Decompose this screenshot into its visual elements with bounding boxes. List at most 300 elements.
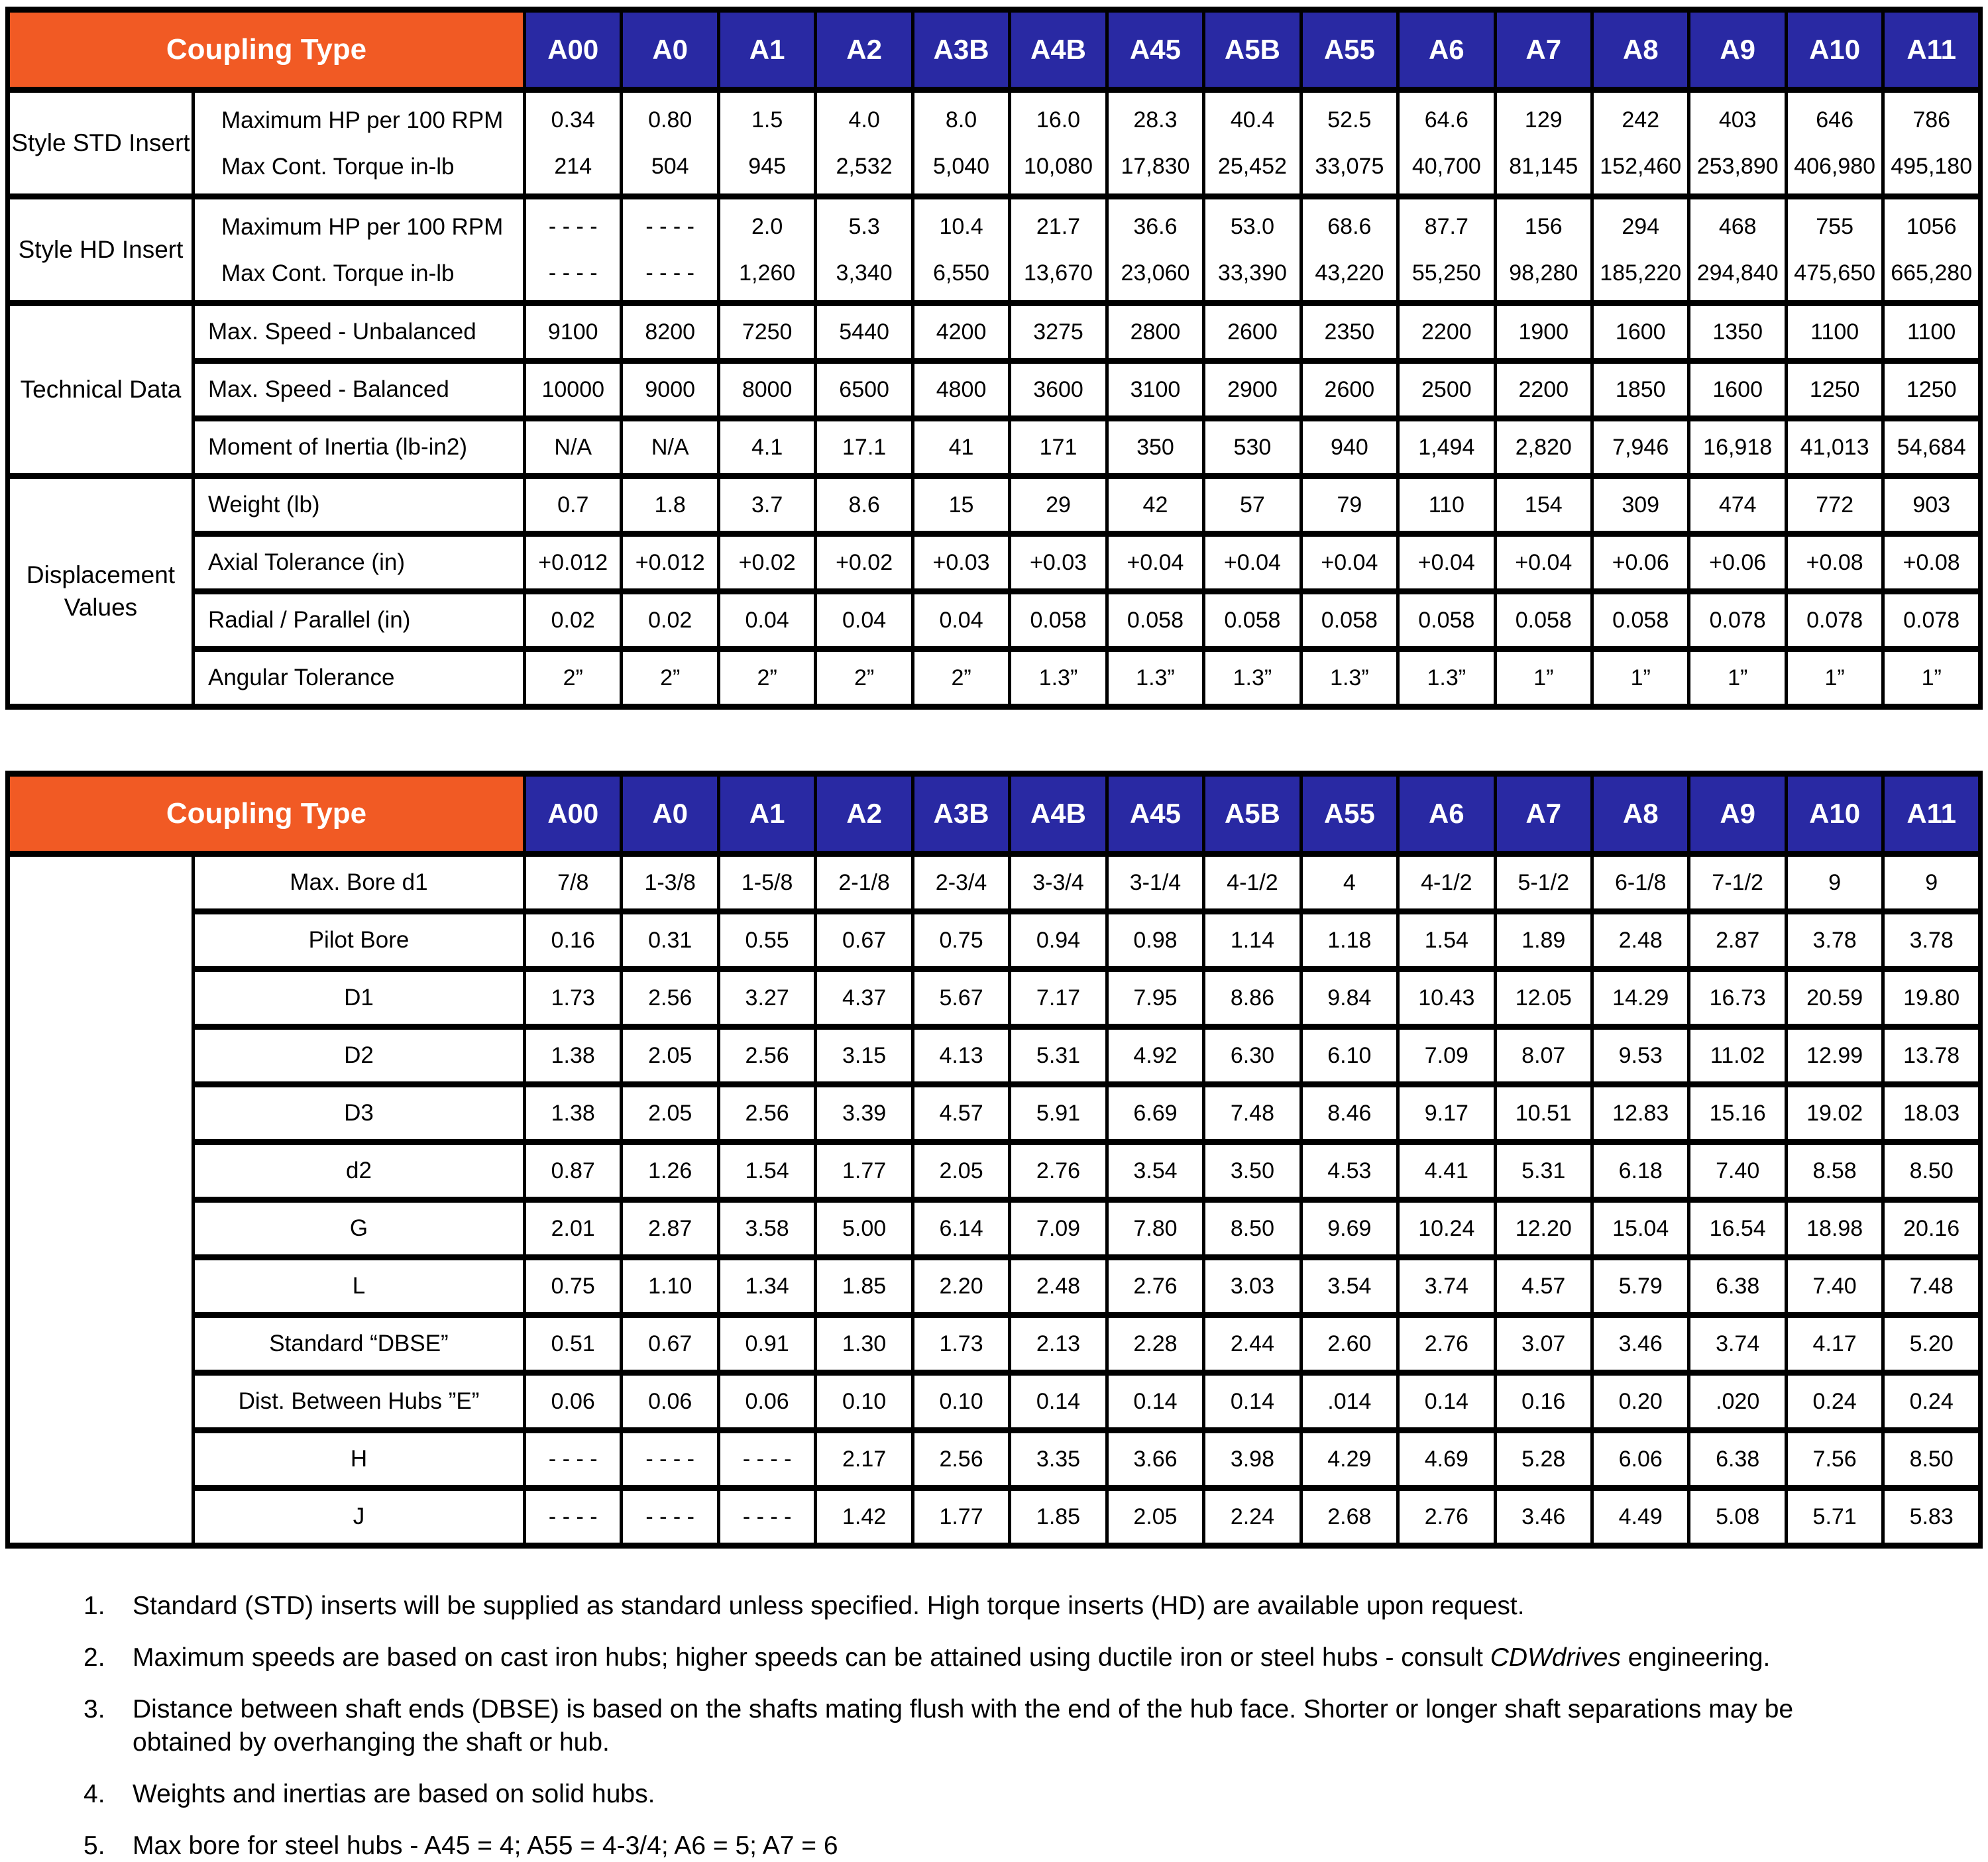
value-line: - - - -: [645, 260, 695, 286]
column-header-A0: A0: [622, 774, 718, 854]
table-row: [8, 912, 1981, 969]
value-cell: 2.05: [622, 1085, 718, 1142]
row-label: Dist. Between Hubs ”E”: [193, 1373, 525, 1431]
value-cell: 530: [1204, 419, 1301, 476]
footnote-text: Weights and inertias are based on solid hubs.: [133, 1779, 655, 1808]
row-label: D2: [193, 1027, 525, 1085]
value-lines: [1788, 97, 1881, 190]
value-cell: 20.59: [1786, 969, 1883, 1027]
value-line: 495,180: [1891, 154, 1973, 179]
value-cell: 110: [1398, 476, 1495, 534]
table-row: [8, 1258, 1981, 1315]
value-cell: [1301, 90, 1398, 197]
value-line: 23,060: [1121, 260, 1190, 286]
table-row: [8, 361, 1981, 419]
value-cell: 0.02: [525, 592, 622, 649]
value-cell: 2-3/4: [912, 854, 1009, 912]
value-cell: 57: [1204, 476, 1301, 534]
value-cell: 8.58: [1786, 1142, 1883, 1200]
footnote-number: 5.: [83, 1831, 105, 1860]
value-lines: [720, 203, 814, 296]
value-cell: 5.08: [1689, 1488, 1786, 1546]
value-cell: 1.73: [525, 969, 622, 1027]
column-header-A6: A6: [1398, 10, 1495, 90]
value-cell: 2.05: [912, 1142, 1009, 1200]
value-cell: 2.17: [816, 1431, 912, 1488]
footnote-text: Standard (STD) inserts will be supplied as standard unless specified. High torque inserts (HD) are available upon request.: [133, 1592, 1525, 1620]
footnote-text: Distance between shaft ends (DBSE) is based on the shafts mating flush with the end of the hub face. Shorter or longer shaft separations may be obtained by overhanging the shaft or hub.: [133, 1694, 1794, 1757]
value-cell: 5.20: [1883, 1315, 1981, 1373]
column-header-A00: A00: [525, 774, 622, 854]
value-cell: 1.77: [816, 1142, 912, 1200]
column-header-A2: A2: [816, 774, 912, 854]
value-line: 242: [1622, 107, 1660, 133]
value-line: 13,670: [1024, 260, 1093, 286]
row-label: D1: [193, 969, 525, 1027]
value-cell: 1,494: [1398, 419, 1495, 476]
value-cell: 2.48: [1010, 1258, 1107, 1315]
table-header: [8, 774, 1981, 854]
row-label: Angular Tolerance: [193, 649, 525, 707]
row-label-line: Max Cont. Torque in-lb: [221, 260, 455, 286]
column-header-A55: A55: [1301, 774, 1398, 854]
column-header-A8: A8: [1592, 774, 1689, 854]
value-cell: 7.09: [1398, 1027, 1495, 1085]
value-cell: 15: [912, 476, 1009, 534]
footnote-2: [83, 1641, 1983, 1674]
value-cell: 474: [1689, 476, 1786, 534]
value-cell: 2”: [816, 649, 912, 707]
group-label: Displacement Values: [8, 476, 193, 707]
value-line: 1056: [1906, 214, 1957, 239]
value-cell: 19.02: [1786, 1085, 1883, 1142]
value-cell: 1”: [1495, 649, 1592, 707]
value-lines: [1011, 97, 1105, 190]
column-header-A7: A7: [1495, 10, 1592, 90]
row-label-line: Maximum HP per 100 RPM: [221, 107, 504, 133]
value-cell: 0.91: [718, 1315, 815, 1373]
value-cell: 4.69: [1398, 1431, 1495, 1488]
value-cell: 0.98: [1107, 912, 1203, 969]
value-cell: [718, 90, 815, 197]
value-cell: 2.60: [1301, 1315, 1398, 1373]
column-header-A45: A45: [1107, 10, 1203, 90]
column-header-A6: A6: [1398, 774, 1495, 854]
value-cell: 2”: [718, 649, 815, 707]
value-line: 98,280: [1509, 260, 1578, 286]
value-cell: 6.69: [1107, 1085, 1203, 1142]
value-cell: 0.14: [1107, 1373, 1203, 1431]
value-cell: 3275: [1010, 303, 1107, 361]
value-cell: 6-1/8: [1592, 854, 1689, 912]
value-lines: [914, 97, 1008, 190]
value-line: 33,390: [1217, 260, 1287, 286]
value-cell: 3.03: [1204, 1258, 1301, 1315]
value-cell: 154: [1495, 476, 1592, 534]
value-cell: +0.02: [718, 534, 815, 592]
value-cell: [816, 197, 912, 303]
value-cell: 2.20: [912, 1258, 1009, 1315]
value-cell: 0.7: [525, 476, 622, 534]
value-cell: 18.98: [1786, 1200, 1883, 1258]
value-cell: 1.30: [816, 1315, 912, 1373]
value-line: 406,980: [1794, 154, 1876, 179]
value-cell: 3.58: [718, 1200, 815, 1258]
value-cell: 9: [1883, 854, 1981, 912]
value-line: 185,220: [1600, 260, 1682, 286]
value-cell: 1.38: [525, 1027, 622, 1085]
value-lines: [526, 97, 620, 190]
table-row: [8, 1488, 1981, 1546]
value-line: 10,080: [1024, 154, 1093, 179]
row-label-line: Max Cont. Torque in-lb: [221, 153, 455, 180]
row-label: G: [193, 1200, 525, 1258]
value-line: 786: [1912, 107, 1951, 133]
value-cell: 2600: [1301, 361, 1398, 419]
value-cell: 1.3”: [1398, 649, 1495, 707]
value-line: 646: [1816, 107, 1853, 133]
table-row: [8, 1027, 1981, 1085]
table-row: [8, 1200, 1981, 1258]
value-cell: 2.76: [1398, 1315, 1495, 1373]
value-cell: 1100: [1883, 303, 1981, 361]
value-cell: 4.29: [1301, 1431, 1398, 1488]
value-cell: 0.04: [816, 592, 912, 649]
value-cell: 2”: [525, 649, 622, 707]
value-cell: 3.98: [1204, 1431, 1301, 1488]
value-cell: 1600: [1592, 303, 1689, 361]
value-cell: +0.04: [1204, 534, 1301, 592]
value-cell: 3600: [1010, 361, 1107, 419]
table-row: [8, 1142, 1981, 1200]
value-lines: [1594, 203, 1687, 296]
value-cell: [525, 197, 622, 303]
value-cell: 2.01: [525, 1200, 622, 1258]
value-line: 64.6: [1424, 107, 1468, 133]
value-line: 5,040: [933, 154, 990, 179]
column-header-A11: A11: [1883, 10, 1981, 90]
row-label: D3: [193, 1085, 525, 1142]
value-line: 0.34: [551, 107, 595, 133]
value-cell: 7.48: [1204, 1085, 1301, 1142]
column-header-A7: A7: [1495, 774, 1592, 854]
value-cell: 7.95: [1107, 969, 1203, 1027]
value-cell: 10.43: [1398, 969, 1495, 1027]
value-line: 403: [1718, 107, 1757, 133]
value-lines: [1885, 97, 1978, 190]
value-lines: [623, 203, 716, 296]
value-cell: 5.28: [1495, 1431, 1592, 1488]
value-cell: 2.76: [1107, 1258, 1203, 1315]
value-line: 129: [1524, 107, 1563, 133]
value-cell: [1786, 90, 1883, 197]
value-cell: [1398, 197, 1495, 303]
column-header-A9: A9: [1689, 10, 1786, 90]
table-row: [8, 969, 1981, 1027]
value-cell: 15.16: [1689, 1085, 1786, 1142]
footnote-number: 1.: [83, 1592, 105, 1620]
footnote-number: 2.: [83, 1643, 105, 1672]
value-cell: .014: [1301, 1373, 1398, 1431]
footnote-1: [83, 1590, 1983, 1623]
value-cell: 41,013: [1786, 419, 1883, 476]
footnote-3: [83, 1693, 1983, 1759]
value-cell: [622, 197, 718, 303]
value-cell: 1.54: [1398, 912, 1495, 969]
column-header-A10: A10: [1786, 774, 1883, 854]
value-cell: 16,918: [1689, 419, 1786, 476]
value-cell: 0.058: [1204, 592, 1301, 649]
value-cell: 10000: [525, 361, 622, 419]
value-line: 28.3: [1133, 107, 1178, 133]
table-row: [8, 90, 1981, 197]
value-line: 36.6: [1133, 214, 1178, 239]
value-cell: [1592, 197, 1689, 303]
value-cell: 4.53: [1301, 1142, 1398, 1200]
column-header-A00: A00: [525, 10, 622, 90]
value-cell: 0.058: [1107, 592, 1203, 649]
column-header-A4B: A4B: [1010, 10, 1107, 90]
value-line: 53.0: [1230, 214, 1274, 239]
value-lines: [1885, 203, 1978, 296]
row-label: L: [193, 1258, 525, 1315]
value-cell: [912, 90, 1009, 197]
value-cell: 12.99: [1786, 1027, 1883, 1085]
value-line: 21.7: [1036, 214, 1081, 239]
column-header-A3B: A3B: [912, 774, 1009, 854]
value-cell: 0.14: [1204, 1373, 1301, 1431]
value-cell: 12.20: [1495, 1200, 1592, 1258]
value-line: 665,280: [1891, 260, 1973, 286]
value-lines: [1205, 97, 1299, 190]
value-cell: 1.8: [622, 476, 718, 534]
value-cell: 3.15: [816, 1027, 912, 1085]
value-cell: 1.3”: [1301, 649, 1398, 707]
value-lines: [817, 203, 911, 296]
table-row: [8, 1315, 1981, 1373]
value-cell: 2.56: [912, 1431, 1009, 1488]
column-header-A10: A10: [1786, 10, 1883, 90]
value-cell: 0.31: [622, 912, 718, 969]
value-cell: 2.76: [1010, 1142, 1107, 1200]
value-cell: 0.16: [525, 912, 622, 969]
value-cell: 4.13: [912, 1027, 1009, 1085]
value-cell: 5.00: [816, 1200, 912, 1258]
value-cell: 1.3”: [1010, 649, 1107, 707]
value-cell: 16.54: [1689, 1200, 1786, 1258]
value-line: 6,550: [933, 260, 990, 286]
value-line: 43,220: [1315, 260, 1384, 286]
value-cell: 0.058: [1495, 592, 1592, 649]
value-cell: [1204, 197, 1301, 303]
dimensions-table: [5, 771, 1983, 1549]
value-cell: - - - -: [718, 1488, 815, 1546]
value-cell: 1.38: [525, 1085, 622, 1142]
group-label: Style STD Insert: [8, 90, 193, 197]
value-line: 10.4: [939, 214, 983, 239]
value-cell: 9.69: [1301, 1200, 1398, 1258]
row-label-lines: [208, 97, 523, 190]
column-header-A55: A55: [1301, 10, 1398, 90]
value-cell: 6.38: [1689, 1431, 1786, 1488]
value-line: 2,532: [836, 154, 893, 179]
value-cell: [1204, 90, 1301, 197]
value-line: 16.0: [1036, 107, 1081, 133]
value-cell: [525, 90, 622, 197]
column-header-A3B: A3B: [912, 10, 1009, 90]
value-cell: 8.86: [1204, 969, 1301, 1027]
value-cell: - - - -: [622, 1431, 718, 1488]
footnote-text: [133, 1641, 1770, 1674]
value-cell: 4.57: [1495, 1258, 1592, 1315]
value-cell: 8.07: [1495, 1027, 1592, 1085]
value-lines: [526, 203, 620, 296]
value-cell: 5-1/2: [1495, 854, 1592, 912]
value-cell: 0.078: [1689, 592, 1786, 649]
value-cell: 42: [1107, 476, 1203, 534]
value-cell: 4800: [912, 361, 1009, 419]
value-cell: 6.30: [1204, 1027, 1301, 1085]
coupling-type-header: Coupling Type: [8, 774, 525, 854]
value-cell: [1883, 90, 1981, 197]
column-header-A0: A0: [622, 10, 718, 90]
value-cell: 7.17: [1010, 969, 1107, 1027]
value-cell: +0.02: [816, 534, 912, 592]
value-cell: 1.18: [1301, 912, 1398, 969]
value-cell: 8.50: [1204, 1200, 1301, 1258]
column-header-A1: A1: [718, 774, 815, 854]
value-cell: 0.078: [1786, 592, 1883, 649]
row-label-lines: [208, 203, 523, 296]
value-cell: 1.85: [816, 1258, 912, 1315]
value-cell: 2600: [1204, 303, 1301, 361]
value-cell: - - - -: [718, 1431, 815, 1488]
column-header-A2: A2: [816, 10, 912, 90]
value-cell: 2.56: [718, 1027, 815, 1085]
value-cell: 29: [1010, 476, 1107, 534]
value-cell: 8.50: [1883, 1142, 1981, 1200]
value-cell: 2.13: [1010, 1315, 1107, 1373]
value-cell: 0.55: [718, 912, 815, 969]
value-cell: +0.08: [1883, 534, 1981, 592]
value-cell: 5.83: [1883, 1488, 1981, 1546]
value-lines: [1303, 203, 1396, 296]
table-row: [8, 419, 1981, 476]
value-cell: 5440: [816, 303, 912, 361]
footnotes: [83, 1590, 1983, 1862]
value-cell: 1”: [1786, 649, 1883, 707]
value-lines: [1400, 203, 1493, 296]
value-cell: 7-1/2: [1689, 854, 1786, 912]
table-row: [8, 1373, 1981, 1431]
footnote-text-after: engineering.: [1620, 1643, 1771, 1672]
value-cell: 10.24: [1398, 1200, 1495, 1258]
value-line: 755: [1816, 214, 1853, 239]
value-cell: - - - -: [525, 1431, 622, 1488]
value-line: 156: [1524, 214, 1563, 239]
value-lines: [720, 97, 814, 190]
value-cell: 3.39: [816, 1085, 912, 1142]
value-cell: 2.24: [1204, 1488, 1301, 1546]
header-row: [8, 10, 1981, 90]
value-cell: 0.06: [622, 1373, 718, 1431]
value-cell: 10.51: [1495, 1085, 1592, 1142]
value-cell: 8200: [622, 303, 718, 361]
value-cell: 2.48: [1592, 912, 1689, 969]
value-cell: 0.67: [622, 1315, 718, 1373]
value-cell: [1107, 90, 1203, 197]
value-cell: 0.10: [912, 1373, 1009, 1431]
value-line: 1.5: [751, 107, 783, 133]
value-cell: +0.06: [1689, 534, 1786, 592]
value-cell: 1.42: [816, 1488, 912, 1546]
value-cell: 11.02: [1689, 1027, 1786, 1085]
value-cell: 2350: [1301, 303, 1398, 361]
row-label: [193, 90, 525, 197]
value-cell: [1010, 197, 1107, 303]
value-cell: 171: [1010, 419, 1107, 476]
value-cell: 0.058: [1301, 592, 1398, 649]
value-lines: [817, 97, 911, 190]
value-cell: - - - -: [622, 1488, 718, 1546]
value-cell: 3100: [1107, 361, 1203, 419]
value-cell: 9.84: [1301, 969, 1398, 1027]
value-cell: +0.04: [1398, 534, 1495, 592]
value-cell: 6.06: [1592, 1431, 1689, 1488]
value-cell: 4.17: [1786, 1315, 1883, 1373]
value-line: 40.4: [1230, 107, 1274, 133]
row-label: Max. Speed - Balanced: [193, 361, 525, 419]
value-cell: 9100: [525, 303, 622, 361]
value-line: 152,460: [1600, 154, 1682, 179]
value-cell: 3.35: [1010, 1431, 1107, 1488]
value-cell: [718, 197, 815, 303]
footnote-number: 4.: [83, 1779, 105, 1808]
value-cell: 3.54: [1107, 1142, 1203, 1200]
value-cell: 5.71: [1786, 1488, 1883, 1546]
value-cell: 6.14: [912, 1200, 1009, 1258]
value-cell: +0.08: [1786, 534, 1883, 592]
value-cell: [912, 197, 1009, 303]
value-cell: 0.16: [1495, 1373, 1592, 1431]
column-header-A11: A11: [1883, 774, 1981, 854]
table-row: [8, 592, 1981, 649]
value-lines: [1400, 97, 1493, 190]
value-cell: [816, 90, 912, 197]
column-header-A5B: A5B: [1204, 774, 1301, 854]
value-line: 3,340: [836, 260, 893, 286]
value-cell: 1.26: [622, 1142, 718, 1200]
value-cell: - - - -: [525, 1488, 622, 1546]
value-cell: 79: [1301, 476, 1398, 534]
value-cell: 1100: [1786, 303, 1883, 361]
value-cell: 0.04: [718, 592, 815, 649]
value-cell: 309: [1592, 476, 1689, 534]
value-cell: 2-1/8: [816, 854, 912, 912]
value-cell: 4-1/2: [1204, 854, 1301, 912]
value-cell: 4.57: [912, 1085, 1009, 1142]
value-cell: 1.10: [622, 1258, 718, 1315]
value-line: 87.7: [1424, 214, 1468, 239]
value-cell: +0.012: [525, 534, 622, 592]
value-cell: 2.44: [1204, 1315, 1301, 1373]
value-cell: 4.37: [816, 969, 912, 1027]
value-cell: 3.46: [1592, 1315, 1689, 1373]
value-cell: 1”: [1883, 649, 1981, 707]
value-cell: 2”: [912, 649, 1009, 707]
value-cell: 1850: [1592, 361, 1689, 419]
performance-table: [5, 7, 1983, 710]
